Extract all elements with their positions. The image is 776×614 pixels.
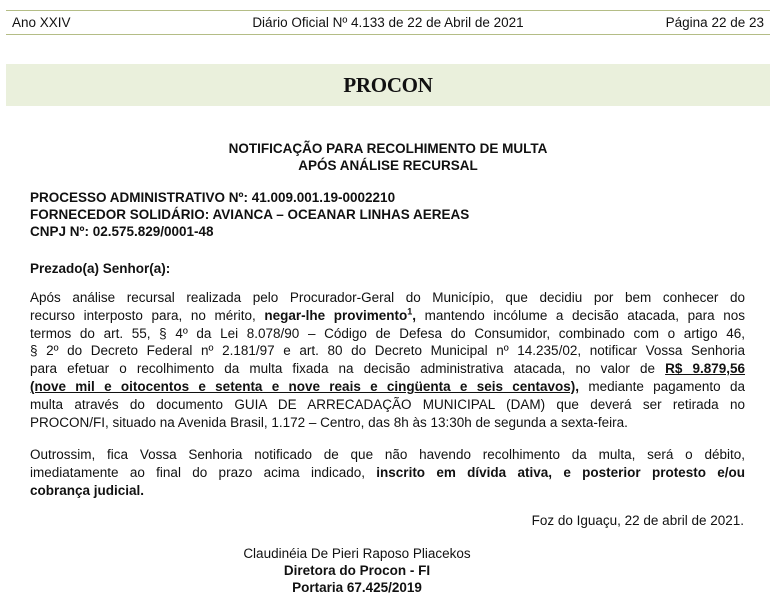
decision-emphasis: negar-lhe provimento bbox=[264, 307, 408, 323]
header-year: Ano XXIV bbox=[12, 15, 71, 30]
fine-amount: R$ 9.879,56 bbox=[665, 361, 745, 377]
cnpj: CNPJ Nº: 02.575.829/0001-48 bbox=[30, 224, 214, 239]
signatory-name: Claudinéia De Pieri Raposo Pliacekos bbox=[243, 546, 471, 561]
page-header bbox=[6, 10, 770, 35]
fine-amount-words: (nove mil e oitocentos e setenta e nove reais e cingüenta e seis centavos), bbox=[30, 378, 580, 394]
text-segment: , bbox=[412, 307, 417, 323]
text-segment: recurso interposto para, no mérito, bbox=[30, 307, 265, 323]
text-line: PROCON/FI, situado na Avenida Brasil, 1.172 – Centro, das 8h às 13:30h de segunda a sexta-feira. bbox=[30, 414, 628, 430]
text-line bbox=[30, 360, 745, 378]
supplier: FORNECEDOR SOLIDÁRIO: AVIANCA – OCEANAR LINHAS AEREAS bbox=[30, 207, 470, 222]
text-line bbox=[30, 464, 745, 482]
text-segment: mantendo incólume a decisão atacada, para nos bbox=[416, 307, 745, 323]
signatory-ordinance: Portaria 67.425/2019 bbox=[292, 580, 422, 595]
text-line: § 2º do Decreto Federal nº 2.181/97 e art. 80 do Decreto Municipal nº 14.235/02, notificar Vossa Senhoria bbox=[30, 343, 745, 359]
section-band bbox=[6, 64, 770, 106]
footnote-ref: 1 bbox=[407, 306, 413, 317]
text-line bbox=[30, 307, 745, 325]
warning-emphasis: inscrito em dívida ativa, e posterior protesto e/ou bbox=[376, 464, 745, 480]
text-line: multa através do documento GUIA DE ARRECADAÇÃO MUNICIPAL (DAM) que deverá ser retirada no bbox=[30, 396, 745, 412]
header-page: Página 22 de 23 bbox=[665, 15, 764, 30]
text-line: Outrossim, fica Vossa Senhoria notificado de que não havendo recolhimento da multa, será o débito, bbox=[30, 447, 745, 462]
notice-title-line: APÓS ANÁLISE RECURSAL bbox=[298, 158, 478, 173]
paragraph-warning bbox=[30, 446, 745, 499]
process-number: PROCESSO ADMINISTRATIVO Nº: 41.009.001.19-0002210 bbox=[30, 190, 396, 205]
text-line bbox=[30, 378, 745, 396]
place-date: Foz do Iguaçu, 22 de abril de 2021. bbox=[531, 513, 744, 528]
signatory-role: Diretora do Procon - FI bbox=[283, 563, 431, 578]
text-line: cobrança judicial. bbox=[30, 482, 145, 498]
paragraph-decision bbox=[30, 289, 745, 431]
signature-block bbox=[207, 545, 507, 596]
case-info bbox=[30, 189, 469, 240]
notice-title-line: NOTIFICAÇÃO PARA RECOLHIMENTO DE MULTA bbox=[228, 141, 548, 156]
section-title: PROCON bbox=[343, 73, 433, 97]
text-line: termos do art. 55, § 4º da Lei 8.078/90 – Código de Defesa do Consumidor, combinado com o artigo 46, bbox=[30, 325, 745, 341]
text-segment: mediante pagamento da bbox=[579, 378, 745, 394]
text-segment: imediatamente ao final do prazo acima indicado, bbox=[30, 464, 377, 480]
text-segment: para efetuar o recolhimento da multa fixada na decisão administrativa atacada, no valor de bbox=[30, 361, 666, 377]
text-line: Após análise recursal realizada pelo Procurador-Geral do Município, que decidiu por bem conhecer do bbox=[30, 290, 745, 305]
notice-title bbox=[0, 140, 776, 174]
header-edition: Diário Oficial Nº 4.133 de 22 de Abril de 2021 bbox=[252, 15, 524, 30]
salutation: Prezado(a) Senhor(a): bbox=[30, 261, 171, 276]
